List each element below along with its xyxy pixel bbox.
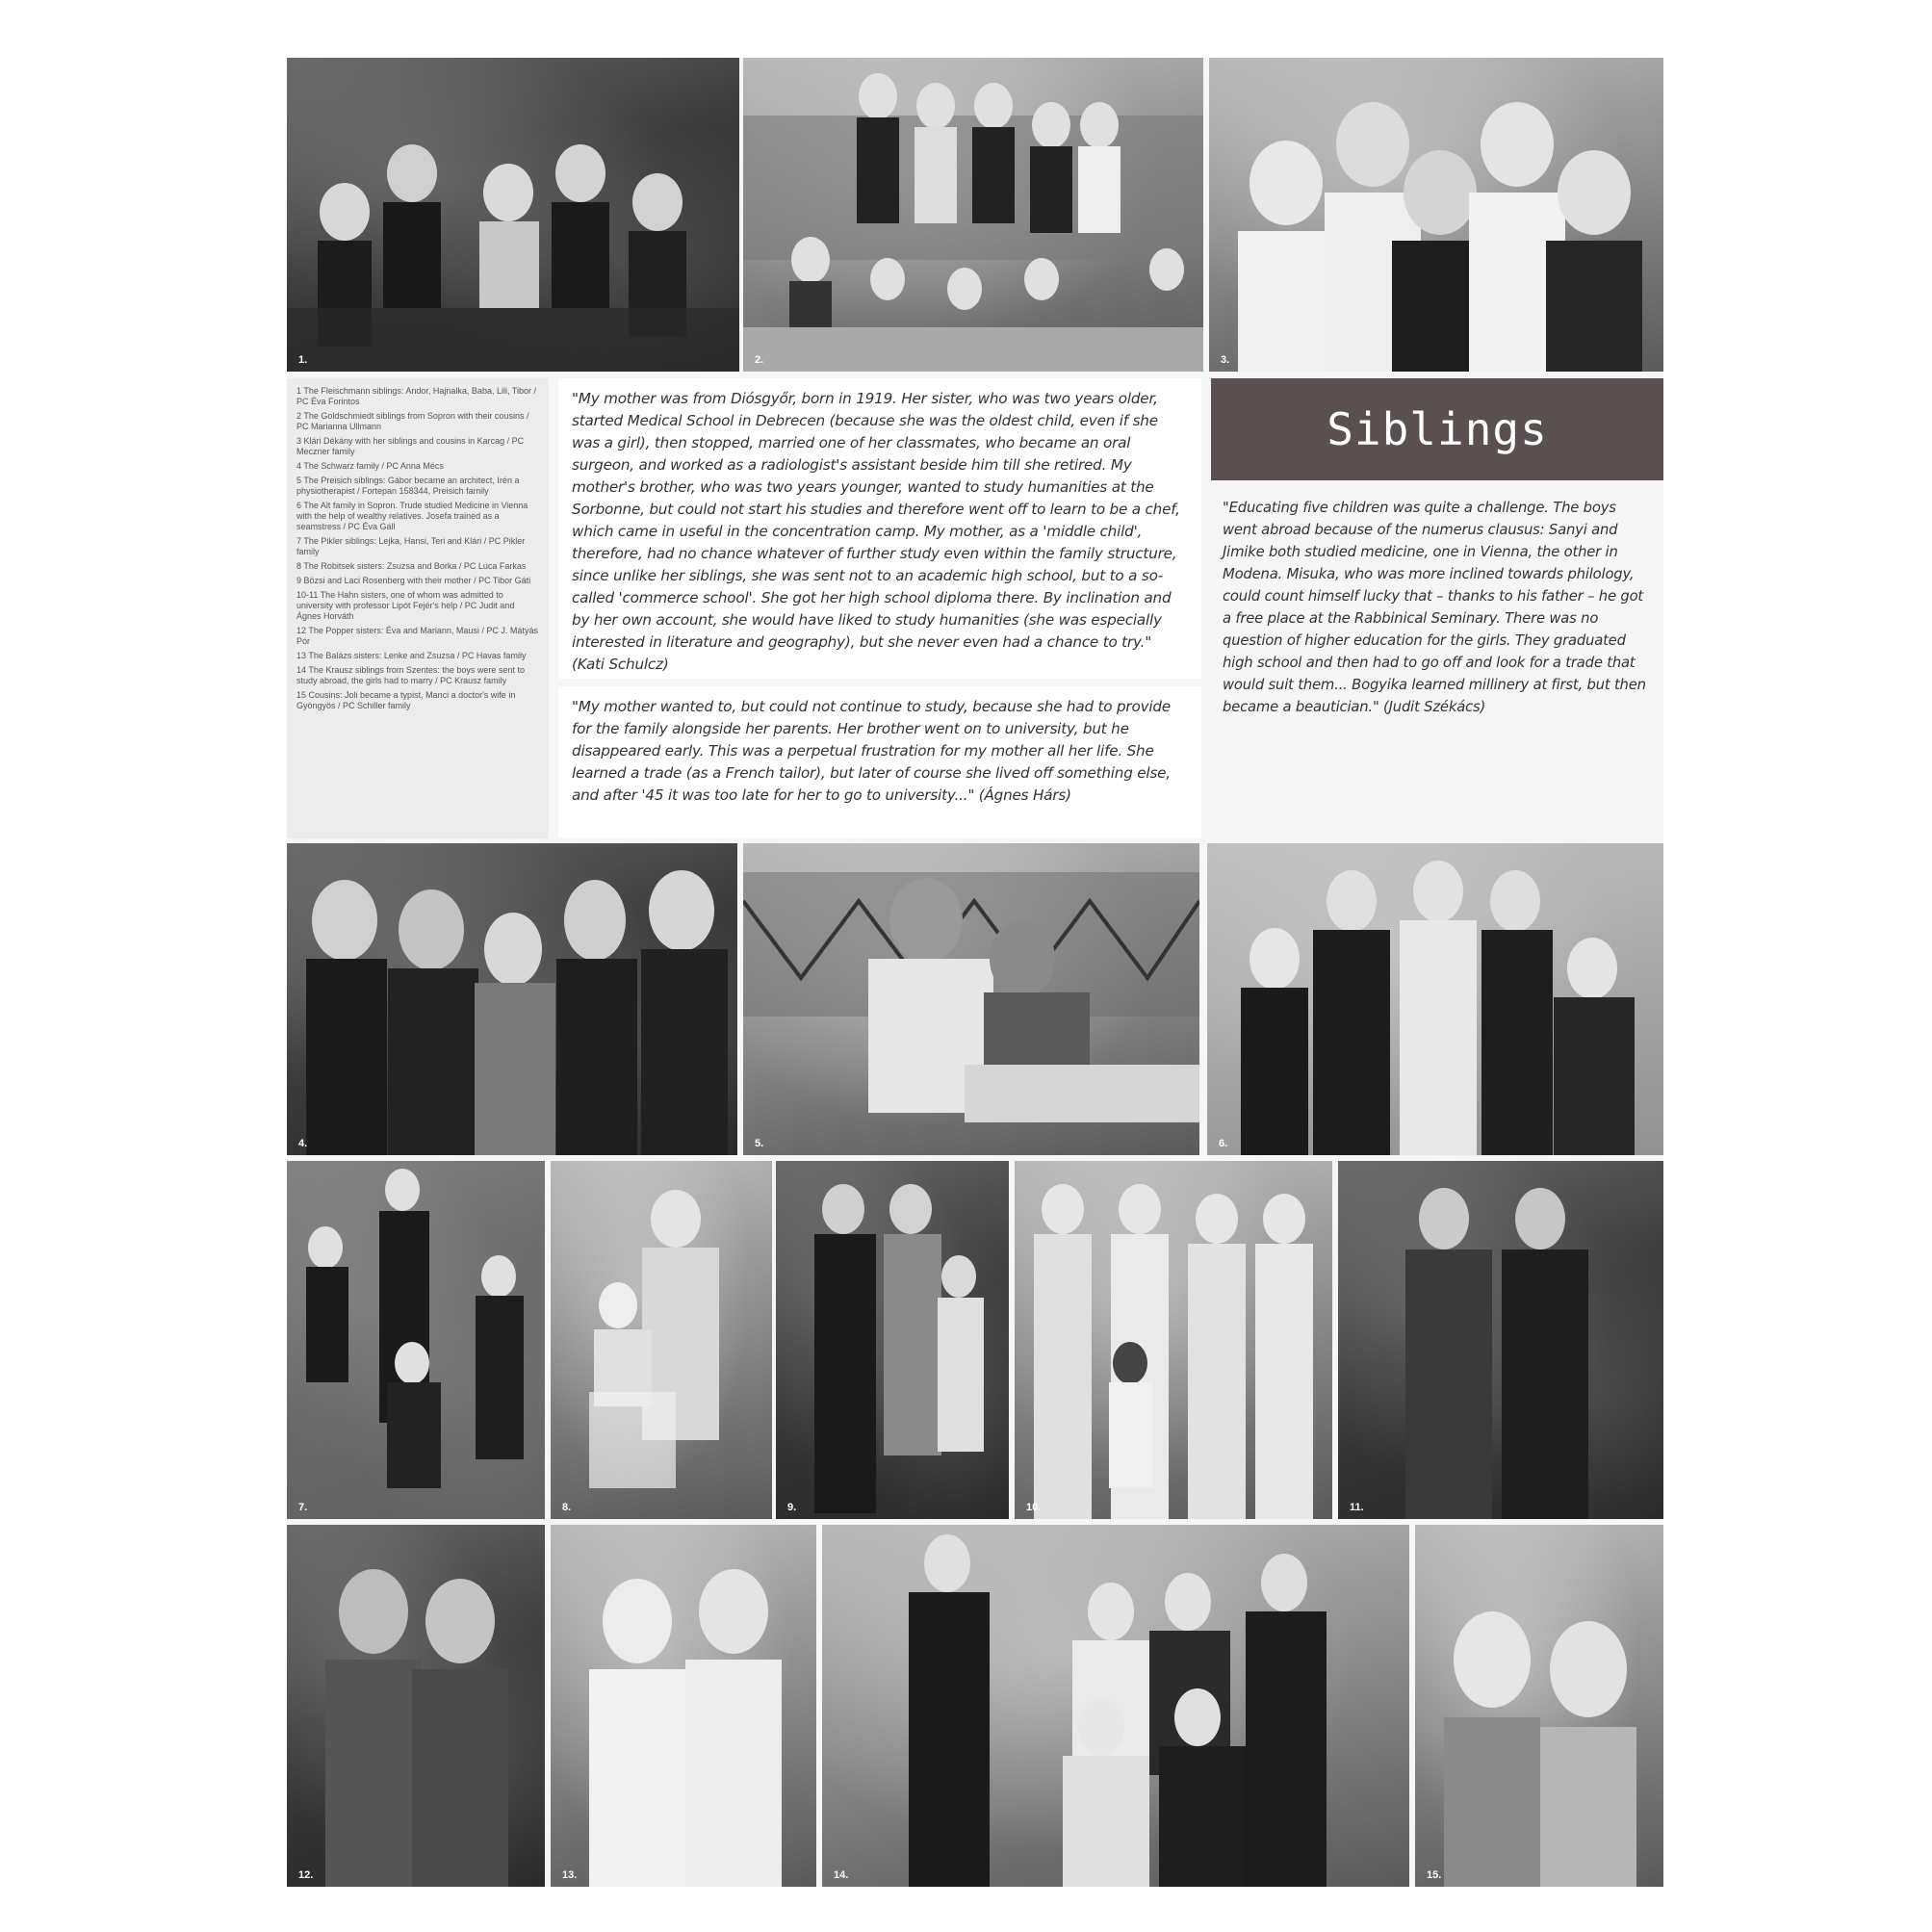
- caption-1: 1 The Fleischmann siblings: Andor, Hajnalka, Baba, Lili, Tibor / PC Éva Forintos: [296, 386, 536, 406]
- caption-6: 6 The Alt family in Sopron. Trude studied Medicine in Vienna with the help of wealthy relatives. Josefa trained as a seamstress / PC Éva Gáll: [296, 501, 528, 531]
- caption-9: 9 Bözsi and Laci Rosenberg with their mother / PC Tibor Gáti: [296, 576, 531, 585]
- photo-13: [551, 1525, 816, 1887]
- photo-9: [776, 1161, 1009, 1519]
- photo-number: 4.: [298, 1138, 308, 1149]
- photo-1: [287, 58, 739, 372]
- page-title: Siblings: [1211, 378, 1663, 480]
- caption-10-11: 10-11 The Hahn sisters, one of whom was admitted to university with professor Lipót Fejér's help / PC Judit and Ágnes Horváth: [296, 590, 515, 621]
- photo-4: [287, 843, 737, 1155]
- photo-8: [551, 1161, 772, 1519]
- caption-2: 2 The Goldschmiedt siblings from Sopron with their cousins / PC Marianna Ullmann: [296, 411, 529, 431]
- photo-6: [1207, 843, 1663, 1155]
- caption-8: 8 The Robitsek sisters: Zsuzsa and Borka / PC Luca Farkas: [296, 561, 527, 571]
- caption-15: 15 Cousins: Joli became a typist, Manci a doctor's wife in Gyöngyös / PC Schiller family: [296, 690, 516, 710]
- photo-number: 9.: [787, 1502, 797, 1513]
- caption-14: 14 The Krausz siblings from Szentes: the boys were sent to study abroad, the girls had to marry / PC Krausz family: [296, 665, 525, 685]
- quote-agnes-hars: "My mother wanted to, but could not continue to study, because she had to provide for the family alongside her parents. Her brother went on to university, but he disappeared early. This was a perpetual frustration for my mother all her life. She learned a trade (as a French tailor), but later of course she lived off something else, and after '45 it was too late for her to go to university..." (Ágnes Hárs): [558, 686, 1201, 837]
- photo-2: [743, 58, 1203, 372]
- caption-3: 3 Klári Dékány with her siblings and cousins in Karcag / PC Meczner family: [296, 436, 525, 456]
- caption-13: 13 The Balázs sisters: Lenke and Zsuzsa / PC Havas family: [296, 651, 527, 660]
- caption-4: 4 The Schwarz family / PC Anna Mécs: [296, 461, 444, 471]
- photo-number: 1.: [298, 354, 308, 366]
- photo-number: 12.: [298, 1869, 314, 1881]
- caption-7: 7 The Pikler siblings: Lejka, Hansi, Teri and Klári / PC Pikler family: [296, 536, 526, 556]
- photo-number: 13.: [562, 1869, 578, 1881]
- photo-number: 14.: [834, 1869, 849, 1881]
- photo-number: 10.: [1026, 1502, 1042, 1513]
- photo-number: 15.: [1427, 1869, 1442, 1881]
- photo-number: 2.: [755, 354, 764, 366]
- quote-judit-szekacs: "Educating five children was quite a challenge. The boys went abroad because of the numerus clausus: Sanyi and Jimike both studied medicine, one in Vienna, the other in Modena. Misuka, who was more inclined towards philology, could count himself lucky that – thanks to his father – he got a free place at the Rabbinical Seminary. There was no question of higher education for the girls. They graduated high school and then had to go off and look for a trade that would suit them... Bogyika learned millinery at first, but then became a beautician." (Judit Székács): [1211, 489, 1663, 778]
- photo-7: [287, 1161, 545, 1519]
- caption-12: 12 The Popper sisters: Éva and Mariann, Mausi / PC J. Mátyás Pór: [296, 626, 538, 646]
- caption-5: 5 The Preisich siblings: Gábor became an architect, Irén a physiotherapist / Fortepan 158344, Preisich family: [296, 476, 520, 496]
- photo-12: [287, 1525, 545, 1887]
- photo-14: [822, 1525, 1409, 1887]
- photo-11: [1338, 1161, 1663, 1519]
- photo-captions: [287, 378, 549, 838]
- photo-number: 5.: [755, 1138, 764, 1149]
- photo-15: [1415, 1525, 1663, 1887]
- photo-number: 8.: [562, 1502, 572, 1513]
- photo-10: [1015, 1161, 1332, 1519]
- photo-3: [1209, 58, 1663, 372]
- photo-number: 3.: [1221, 354, 1230, 366]
- photo-5: [743, 843, 1199, 1155]
- photo-number: 7.: [298, 1502, 308, 1513]
- quote-kati-schulcz: "My mother was from Diósgyőr, born in 1919. Her sister, who was two years older, started Medical School in Debrecen (because she was the oldest child, even if she was a girl), then stopped, married one of her classmates, who became an oral surgeon, and worked as a radiologist's assistant beside him till she retired. My mother's brother, who was two years younger, wanted to study humanities at the Sorbonne, but could not start his studies and therefore went off to learn to be a chef, which came in useful in the concentration camp. My mother, as a 'middle child', therefore, had no chance whatever of further study even within the family structure, since unlike her siblings, she was sent not to an academic high school, but to a so-called 'commerce school'. She got her high school diploma there. By inclination and by her own account, she would have liked to study humanities (she was especially interested in literature and geography), but she never even had a chance to try." (Kati Schulcz): [558, 378, 1201, 679]
- photo-number: 6.: [1219, 1138, 1228, 1149]
- photo-number: 11.: [1350, 1502, 1364, 1513]
